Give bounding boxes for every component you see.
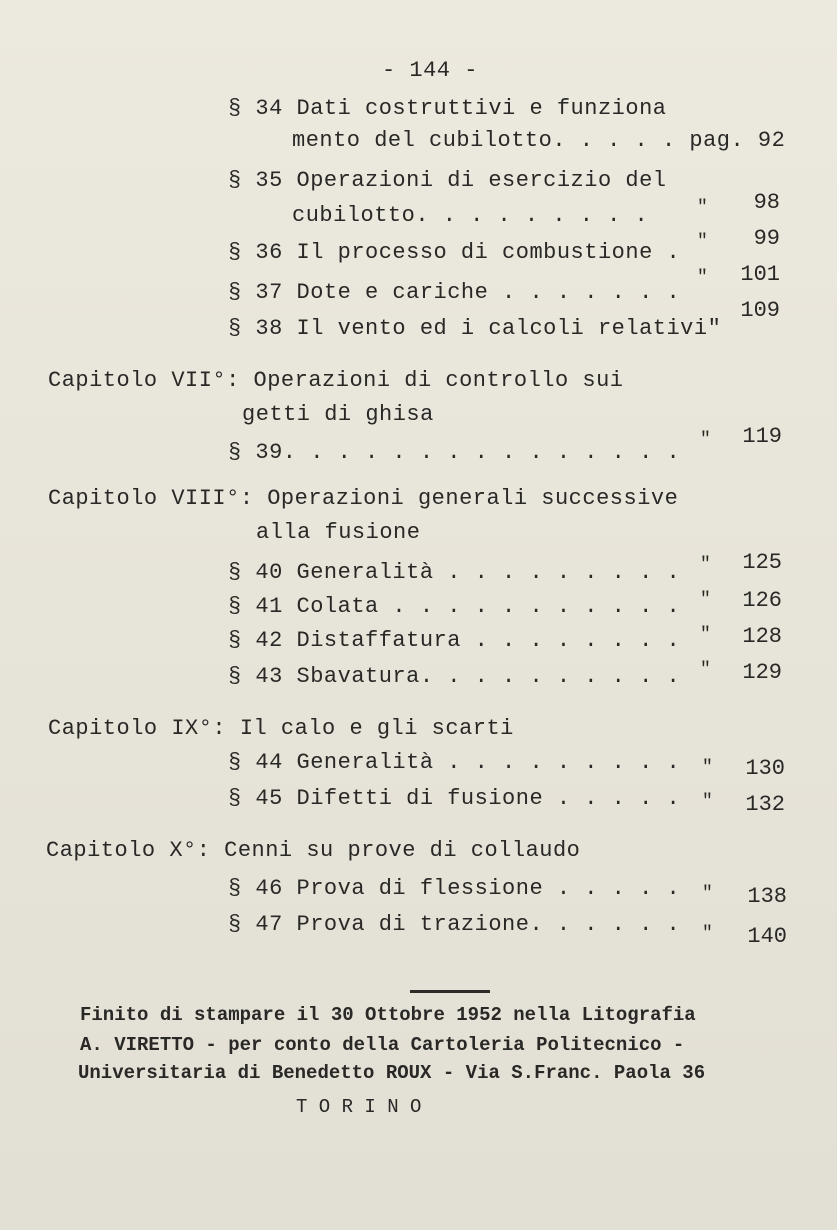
chapter-heading: Capitolo IX°: Il calo e gli scarti bbox=[48, 716, 514, 741]
toc-entry-35-line2: cubilotto. . . . . . . . . bbox=[292, 203, 649, 228]
page-ref: 138 bbox=[747, 884, 787, 909]
ditto-mark: " bbox=[697, 268, 708, 288]
chapter-heading: Capitolo VII°: Operazioni di controllo sui bbox=[48, 368, 624, 393]
ditto-mark: " bbox=[697, 232, 708, 252]
toc-entry-43: § 43 Sbavatura. . . . . . . . . . bbox=[228, 664, 681, 689]
page-ref: 119 bbox=[742, 424, 782, 449]
colophon-line: Finito di stampare il 30 Ottobre 1952 nella Litografia bbox=[80, 1004, 696, 1026]
chapter-heading: Capitolo X°: Cenni su prove di collaudo bbox=[46, 838, 581, 863]
chapter-heading-cont: alla fusione bbox=[256, 520, 421, 545]
page-number: - 144 - bbox=[382, 58, 478, 83]
chapter-heading: Capitolo VIII°: Operazioni generali successive bbox=[48, 486, 679, 511]
toc-entry-41: § 41 Colata . . . . . . . . . . . bbox=[228, 594, 681, 619]
ditto-mark: " bbox=[700, 660, 711, 680]
ditto-mark: " bbox=[702, 924, 713, 944]
page-ref: 101 bbox=[740, 262, 780, 287]
toc-entry-36: § 36 Il processo di combustione . bbox=[228, 240, 681, 265]
page-ref: 99 bbox=[753, 226, 780, 251]
ditto-mark: " bbox=[700, 430, 711, 450]
toc-entry-34-line1: § 34 Dati costruttivi e funziona bbox=[228, 96, 667, 121]
toc-entry-46: § 46 Prova di flessione . . . . . bbox=[228, 876, 681, 901]
toc-entry-42: § 42 Distaffatura . . . . . . . . bbox=[228, 628, 681, 653]
page-ref: 128 bbox=[742, 624, 782, 649]
toc-entry-40: § 40 Generalità . . . . . . . . . bbox=[228, 560, 681, 585]
ditto-mark: " bbox=[700, 590, 711, 610]
page-ref: 132 bbox=[745, 792, 785, 817]
colophon-line: A. VIRETTO - per conto della Cartoleria Politecnico - bbox=[80, 1034, 685, 1056]
toc-entry-35-line1: § 35 Operazioni di esercizio del bbox=[228, 168, 667, 193]
toc-entry-38: § 38 Il vento ed i calcoli relativi" bbox=[228, 316, 722, 341]
ditto-mark: " bbox=[697, 198, 708, 218]
ditto-mark: " bbox=[702, 792, 713, 812]
colophon-line: Universitaria di Benedetto ROUX - Via S.Franc. Paola 36 bbox=[78, 1062, 706, 1084]
page-ref: 126 bbox=[742, 588, 782, 613]
ditto-mark: " bbox=[700, 625, 711, 645]
toc-entry-34-line2: mento del cubilotto. . . . . pag. 92 bbox=[292, 128, 786, 153]
toc-entry-39: § 39. . . . . . . . . . . . . . . bbox=[228, 440, 681, 465]
page-ref: 130 bbox=[745, 756, 785, 781]
toc-entry-47: § 47 Prova di trazione. . . . . . bbox=[228, 912, 681, 937]
page-ref: 129 bbox=[742, 660, 782, 685]
chapter-heading-cont: getti di ghisa bbox=[242, 402, 434, 427]
toc-entry-45: § 45 Difetti di fusione . . . . . bbox=[228, 786, 681, 811]
page-ref: 140 bbox=[747, 924, 787, 949]
toc-entry-44: § 44 Generalità . . . . . . . . . bbox=[228, 750, 681, 775]
page-ref: 98 bbox=[753, 190, 780, 215]
ditto-mark: " bbox=[702, 758, 713, 778]
colophon-city: T O R I N O bbox=[296, 1096, 422, 1118]
ditto-mark: " bbox=[700, 555, 711, 575]
separator-rule bbox=[410, 990, 490, 993]
page-ref: 109 bbox=[740, 298, 780, 323]
ditto-mark: " bbox=[702, 884, 713, 904]
toc-entry-37: § 37 Dote e cariche . . . . . . . bbox=[228, 280, 681, 305]
page-ref: 125 bbox=[742, 550, 782, 575]
